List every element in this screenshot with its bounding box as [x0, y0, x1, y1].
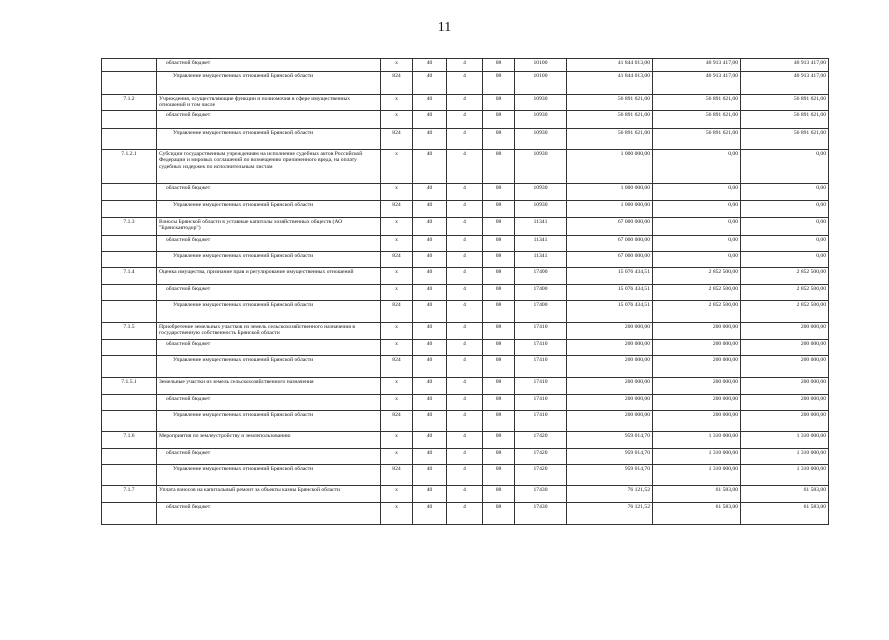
- event-code: 08: [483, 59, 515, 72]
- event-code: 08: [483, 129, 515, 150]
- item-number: [102, 252, 157, 268]
- admin-code: х: [381, 150, 413, 184]
- amount-year-3: 200 000,00: [741, 378, 829, 395]
- item-number: [102, 395, 157, 411]
- table-row: [102, 503, 829, 525]
- item-description: Управление имущественных отношений Брянской области: [157, 129, 381, 150]
- item-number: 7.1.7: [102, 486, 157, 503]
- event-code: 08: [483, 411, 515, 432]
- amount-year-2: 56 891 621,00: [653, 111, 741, 129]
- table-row: [102, 411, 829, 432]
- item-description: Управление имущественных отношений Брянской области: [157, 411, 381, 432]
- item-number: 7.1.4: [102, 268, 157, 285]
- event-code: 08: [483, 150, 515, 184]
- event-code: 08: [483, 184, 515, 201]
- admin-code: х: [381, 236, 413, 252]
- table-row: [102, 184, 829, 201]
- amount-year-3: 0,00: [741, 218, 829, 236]
- program-code: 40: [413, 465, 447, 486]
- program-code: 40: [413, 252, 447, 268]
- event-code: 08: [483, 323, 515, 340]
- item-description: областной бюджет: [157, 184, 381, 201]
- amount-year-2: 61 583,00: [653, 486, 741, 503]
- admin-code: х: [381, 285, 413, 301]
- event-code: 08: [483, 486, 515, 503]
- amount-year-2: 200 000,00: [653, 378, 741, 395]
- program-code: 40: [413, 449, 447, 465]
- item-number: [102, 301, 157, 323]
- item-description: Управление имущественных отношений Брянской области: [157, 465, 381, 486]
- direction-code: 10930: [515, 95, 567, 111]
- direction-code: 17410: [515, 356, 567, 378]
- admin-code: х: [381, 218, 413, 236]
- direction-code: 17430: [515, 486, 567, 503]
- amount-year-1: 56 891 621,00: [567, 129, 653, 150]
- event-code: 08: [483, 340, 515, 356]
- direction-code: 17400: [515, 301, 567, 323]
- program-code: 40: [413, 268, 447, 285]
- amount-year-1: 200 000,00: [567, 340, 653, 356]
- amount-year-2: 200 000,00: [653, 395, 741, 411]
- admin-code: 824: [381, 129, 413, 150]
- program-code: 40: [413, 378, 447, 395]
- amount-year-2: 200 000,00: [653, 411, 741, 432]
- table-row: [102, 432, 829, 449]
- table-row: [102, 218, 829, 236]
- program-code: 40: [413, 218, 447, 236]
- admin-code: 824: [381, 201, 413, 218]
- subprogram-code: 4: [447, 432, 483, 449]
- admin-code: х: [381, 111, 413, 129]
- subprogram-code: 4: [447, 356, 483, 378]
- amount-year-3: 0,00: [741, 150, 829, 184]
- amount-year-1: 41 844 013,00: [567, 72, 653, 95]
- admin-code: х: [381, 503, 413, 525]
- admin-code: х: [381, 95, 413, 111]
- item-number: [102, 465, 157, 486]
- item-number: 7.1.5: [102, 323, 157, 340]
- direction-code: 10930: [515, 150, 567, 184]
- item-number: 7.1.3: [102, 218, 157, 236]
- admin-code: х: [381, 59, 413, 72]
- item-description: областной бюджет: [157, 111, 381, 129]
- admin-code: х: [381, 486, 413, 503]
- subprogram-code: 4: [447, 150, 483, 184]
- amount-year-2: 0,00: [653, 150, 741, 184]
- item-number: [102, 236, 157, 252]
- event-code: 08: [483, 378, 515, 395]
- item-number: [102, 59, 157, 72]
- item-number: [102, 411, 157, 432]
- table-row: [102, 378, 829, 395]
- amount-year-2: 1 310 000,00: [653, 465, 741, 486]
- subprogram-code: 4: [447, 411, 483, 432]
- direction-code: 17410: [515, 395, 567, 411]
- subprogram-code: 4: [447, 95, 483, 111]
- table-row: [102, 465, 829, 486]
- subprogram-code: 4: [447, 340, 483, 356]
- program-code: 40: [413, 432, 447, 449]
- table-row: [102, 201, 829, 218]
- item-description: Взносы Брянской области в уставные капиталы хозяйственных обществ (АО "Брянскавтодор"): [157, 218, 381, 236]
- admin-code: х: [381, 323, 413, 340]
- subprogram-code: 4: [447, 236, 483, 252]
- admin-code: х: [381, 449, 413, 465]
- program-code: 40: [413, 72, 447, 95]
- item-description: Мероприятия по землеустройству и землепользованию: [157, 432, 381, 449]
- table-row: [102, 236, 829, 252]
- item-description: Уплата взносов на капитальный ремонт за объекты казны Брянской области: [157, 486, 381, 503]
- program-code: 40: [413, 150, 447, 184]
- amount-year-2: 0,00: [653, 252, 741, 268]
- event-code: 08: [483, 252, 515, 268]
- admin-code: 824: [381, 252, 413, 268]
- admin-code: х: [381, 184, 413, 201]
- direction-code: 17410: [515, 378, 567, 395]
- admin-code: х: [381, 432, 413, 449]
- subprogram-code: 4: [447, 59, 483, 72]
- program-code: 40: [413, 129, 447, 150]
- table-row: [102, 301, 829, 323]
- table-row: [102, 395, 829, 411]
- program-code: 40: [413, 340, 447, 356]
- amount-year-3: 40 913 417,00: [741, 59, 829, 72]
- amount-year-1: 1 000 000,00: [567, 201, 653, 218]
- event-code: 08: [483, 72, 515, 95]
- amount-year-1: 76 121,52: [567, 486, 653, 503]
- amount-year-1: 200 000,00: [567, 395, 653, 411]
- amount-year-1: 15 076 434,51: [567, 268, 653, 285]
- event-code: 08: [483, 465, 515, 486]
- amount-year-3: 200 000,00: [741, 411, 829, 432]
- program-code: 40: [413, 503, 447, 525]
- table-row: [102, 285, 829, 301]
- item-description: областной бюджет: [157, 236, 381, 252]
- item-number: [102, 356, 157, 378]
- event-code: 08: [483, 395, 515, 411]
- item-number: [102, 285, 157, 301]
- subprogram-code: 4: [447, 285, 483, 301]
- event-code: 08: [483, 236, 515, 252]
- event-code: 08: [483, 111, 515, 129]
- subprogram-code: 4: [447, 465, 483, 486]
- table-row: [102, 129, 829, 150]
- direction-code: 17400: [515, 285, 567, 301]
- item-description: областной бюджет: [157, 340, 381, 356]
- program-code: 40: [413, 184, 447, 201]
- amount-year-1: 1 000 000,00: [567, 184, 653, 201]
- amount-year-1: 76 121,52: [567, 503, 653, 525]
- amount-year-1: 959 014,70: [567, 432, 653, 449]
- direction-code: 10930: [515, 201, 567, 218]
- direction-code: 17410: [515, 323, 567, 340]
- item-description: Земельные участки из земель сельскохозяйственного назначения: [157, 378, 381, 395]
- amount-year-2: 61 583,00: [653, 503, 741, 525]
- page-number: 11: [437, 20, 452, 35]
- subprogram-code: 4: [447, 184, 483, 201]
- item-description: Субсидии государственным учреждениям на исполнение судебных актов Российской Федерации и мировых соглашений по возмещению причиненного вреда, на оплату судебных издержек по исполнительным листам: [157, 150, 381, 184]
- amount-year-1: 200 000,00: [567, 378, 653, 395]
- program-code: 40: [413, 201, 447, 218]
- amount-year-2: 200 000,00: [653, 340, 741, 356]
- subprogram-code: 4: [447, 72, 483, 95]
- program-code: 40: [413, 486, 447, 503]
- item-number: 7.1.2.1: [102, 150, 157, 184]
- event-code: 08: [483, 268, 515, 285]
- amount-year-3: 200 000,00: [741, 340, 829, 356]
- direction-code: 17420: [515, 432, 567, 449]
- amount-year-1: 1 000 000,00: [567, 150, 653, 184]
- table-row: [102, 72, 829, 95]
- item-description: Управление имущественных отношений Брянской области: [157, 252, 381, 268]
- program-code: 40: [413, 111, 447, 129]
- direction-code: 10930: [515, 129, 567, 150]
- admin-code: 824: [381, 301, 413, 323]
- amount-year-3: 56 891 621,00: [741, 95, 829, 111]
- direction-code: 17420: [515, 449, 567, 465]
- amount-year-3: 56 891 621,00: [741, 129, 829, 150]
- subprogram-code: 4: [447, 395, 483, 411]
- amount-year-2: 2 852 500,00: [653, 301, 741, 323]
- table-row: [102, 150, 829, 184]
- amount-year-1: 67 000 000,00: [567, 218, 653, 236]
- amount-year-3: 0,00: [741, 252, 829, 268]
- amount-year-2: 2 852 500,00: [653, 285, 741, 301]
- item-description: областной бюджет: [157, 449, 381, 465]
- subprogram-code: 4: [447, 268, 483, 285]
- admin-code: х: [381, 395, 413, 411]
- table-row: [102, 59, 829, 72]
- event-code: 08: [483, 432, 515, 449]
- item-number: [102, 184, 157, 201]
- direction-code: 10930: [515, 111, 567, 129]
- amount-year-2: 56 891 621,00: [653, 95, 741, 111]
- table-row: [102, 95, 829, 111]
- subprogram-code: 4: [447, 129, 483, 150]
- item-description: Управление имущественных отношений Брянской области: [157, 72, 381, 95]
- amount-year-1: 959 014,70: [567, 465, 653, 486]
- item-description: Управление имущественных отношений Брянской области: [157, 356, 381, 378]
- table-row: [102, 340, 829, 356]
- event-code: 08: [483, 503, 515, 525]
- budget-table-body: [102, 59, 829, 525]
- direction-code: 17400: [515, 268, 567, 285]
- admin-code: х: [381, 340, 413, 356]
- item-description: Управление имущественных отношений Брянской области: [157, 301, 381, 323]
- item-number: 7.1.6: [102, 432, 157, 449]
- event-code: 08: [483, 285, 515, 301]
- amount-year-1: 15 076 434,51: [567, 301, 653, 323]
- amount-year-3: 1 310 000,00: [741, 432, 829, 449]
- subprogram-code: 4: [447, 201, 483, 218]
- amount-year-3: 200 000,00: [741, 356, 829, 378]
- direction-code: 10930: [515, 184, 567, 201]
- direction-code: 10100: [515, 72, 567, 95]
- direction-code: 17410: [515, 340, 567, 356]
- direction-code: 11341: [515, 252, 567, 268]
- amount-year-2: 1 310 000,00: [653, 432, 741, 449]
- subprogram-code: 4: [447, 449, 483, 465]
- subprogram-code: 4: [447, 111, 483, 129]
- program-code: 40: [413, 395, 447, 411]
- table-row: [102, 486, 829, 503]
- program-code: 40: [413, 301, 447, 323]
- amount-year-3: 56 891 621,00: [741, 111, 829, 129]
- admin-code: 824: [381, 356, 413, 378]
- amount-year-2: 1 310 000,00: [653, 449, 741, 465]
- subprogram-code: 4: [447, 301, 483, 323]
- admin-code: 824: [381, 411, 413, 432]
- table-row: [102, 111, 829, 129]
- item-number: [102, 340, 157, 356]
- direction-code: 11341: [515, 218, 567, 236]
- item-number: [102, 111, 157, 129]
- item-number: [102, 503, 157, 525]
- subprogram-code: 4: [447, 252, 483, 268]
- amount-year-2: 200 000,00: [653, 323, 741, 340]
- program-code: 40: [413, 95, 447, 111]
- amount-year-2: 0,00: [653, 201, 741, 218]
- amount-year-3: 2 852 500,00: [741, 301, 829, 323]
- amount-year-3: 61 583,00: [741, 486, 829, 503]
- item-number: 7.1.5.1: [102, 378, 157, 395]
- table-row: [102, 356, 829, 378]
- table-row: [102, 252, 829, 268]
- table-row: [102, 268, 829, 285]
- program-code: 40: [413, 59, 447, 72]
- event-code: 08: [483, 449, 515, 465]
- amount-year-3: 0,00: [741, 201, 829, 218]
- item-description: областной бюджет: [157, 59, 381, 72]
- amount-year-3: 200 000,00: [741, 395, 829, 411]
- amount-year-2: 200 000,00: [653, 356, 741, 378]
- amount-year-1: 41 844 013,00: [567, 59, 653, 72]
- amount-year-1: 15 076 434,51: [567, 285, 653, 301]
- event-code: 08: [483, 301, 515, 323]
- item-description: областной бюджет: [157, 395, 381, 411]
- amount-year-2: 0,00: [653, 236, 741, 252]
- item-description: Оценка имущества, признание прав и регулирование имущественных отношений: [157, 268, 381, 285]
- item-description: областной бюджет: [157, 285, 381, 301]
- direction-code: 17430: [515, 503, 567, 525]
- amount-year-2: 40 913 417,00: [653, 59, 741, 72]
- program-code: 40: [413, 236, 447, 252]
- amount-year-3: 40 913 417,00: [741, 72, 829, 95]
- subprogram-code: 4: [447, 503, 483, 525]
- item-description: Управление имущественных отношений Брянской области: [157, 201, 381, 218]
- item-number: 7.1.2: [102, 95, 157, 111]
- amount-year-1: 67 000 000,00: [567, 236, 653, 252]
- program-code: 40: [413, 323, 447, 340]
- amount-year-2: 2 852 500,00: [653, 268, 741, 285]
- amount-year-2: 56 891 621,00: [653, 129, 741, 150]
- direction-code: 11341: [515, 236, 567, 252]
- amount-year-2: 40 913 417,00: [653, 72, 741, 95]
- amount-year-2: 0,00: [653, 184, 741, 201]
- amount-year-3: 1 310 000,00: [741, 465, 829, 486]
- event-code: 08: [483, 201, 515, 218]
- item-number: [102, 449, 157, 465]
- item-number: [102, 201, 157, 218]
- amount-year-3: 2 852 500,00: [741, 285, 829, 301]
- subprogram-code: 4: [447, 378, 483, 395]
- amount-year-3: 200 000,00: [741, 323, 829, 340]
- admin-code: 824: [381, 72, 413, 95]
- amount-year-2: 0,00: [653, 218, 741, 236]
- amount-year-1: 200 000,00: [567, 411, 653, 432]
- program-code: 40: [413, 411, 447, 432]
- amount-year-1: 56 891 621,00: [567, 95, 653, 111]
- item-description: Учреждения, осуществляющие функции и полномочия в сфере имущественных отношений и том числе: [157, 95, 381, 111]
- item-number: [102, 129, 157, 150]
- subprogram-code: 4: [447, 486, 483, 503]
- amount-year-1: 67 000 000,00: [567, 252, 653, 268]
- item-description: областной бюджет: [157, 503, 381, 525]
- subprogram-code: 4: [447, 323, 483, 340]
- direction-code: 17420: [515, 465, 567, 486]
- event-code: 08: [483, 218, 515, 236]
- amount-year-3: 2 852 500,00: [741, 268, 829, 285]
- direction-code: 17410: [515, 411, 567, 432]
- event-code: 08: [483, 95, 515, 111]
- admin-code: х: [381, 268, 413, 285]
- amount-year-1: 200 000,00: [567, 323, 653, 340]
- admin-code: х: [381, 378, 413, 395]
- admin-code: 824: [381, 465, 413, 486]
- item-description: Приобретение земельных участков из земель сельскохозяйственного назначения в государственную собственность Брянской области: [157, 323, 381, 340]
- amount-year-1: 200 000,00: [567, 356, 653, 378]
- amount-year-3: 61 583,00: [741, 503, 829, 525]
- item-number: [102, 72, 157, 95]
- amount-year-1: 56 891 621,00: [567, 111, 653, 129]
- table-row: [102, 449, 829, 465]
- program-code: 40: [413, 356, 447, 378]
- amount-year-3: 1 310 000,00: [741, 449, 829, 465]
- program-code: 40: [413, 285, 447, 301]
- budget-table: [101, 58, 829, 525]
- subprogram-code: 4: [447, 218, 483, 236]
- table-row: [102, 323, 829, 340]
- direction-code: 10100: [515, 59, 567, 72]
- amount-year-3: 0,00: [741, 236, 829, 252]
- amount-year-1: 959 014,70: [567, 449, 653, 465]
- event-code: 08: [483, 356, 515, 378]
- amount-year-3: 0,00: [741, 184, 829, 201]
